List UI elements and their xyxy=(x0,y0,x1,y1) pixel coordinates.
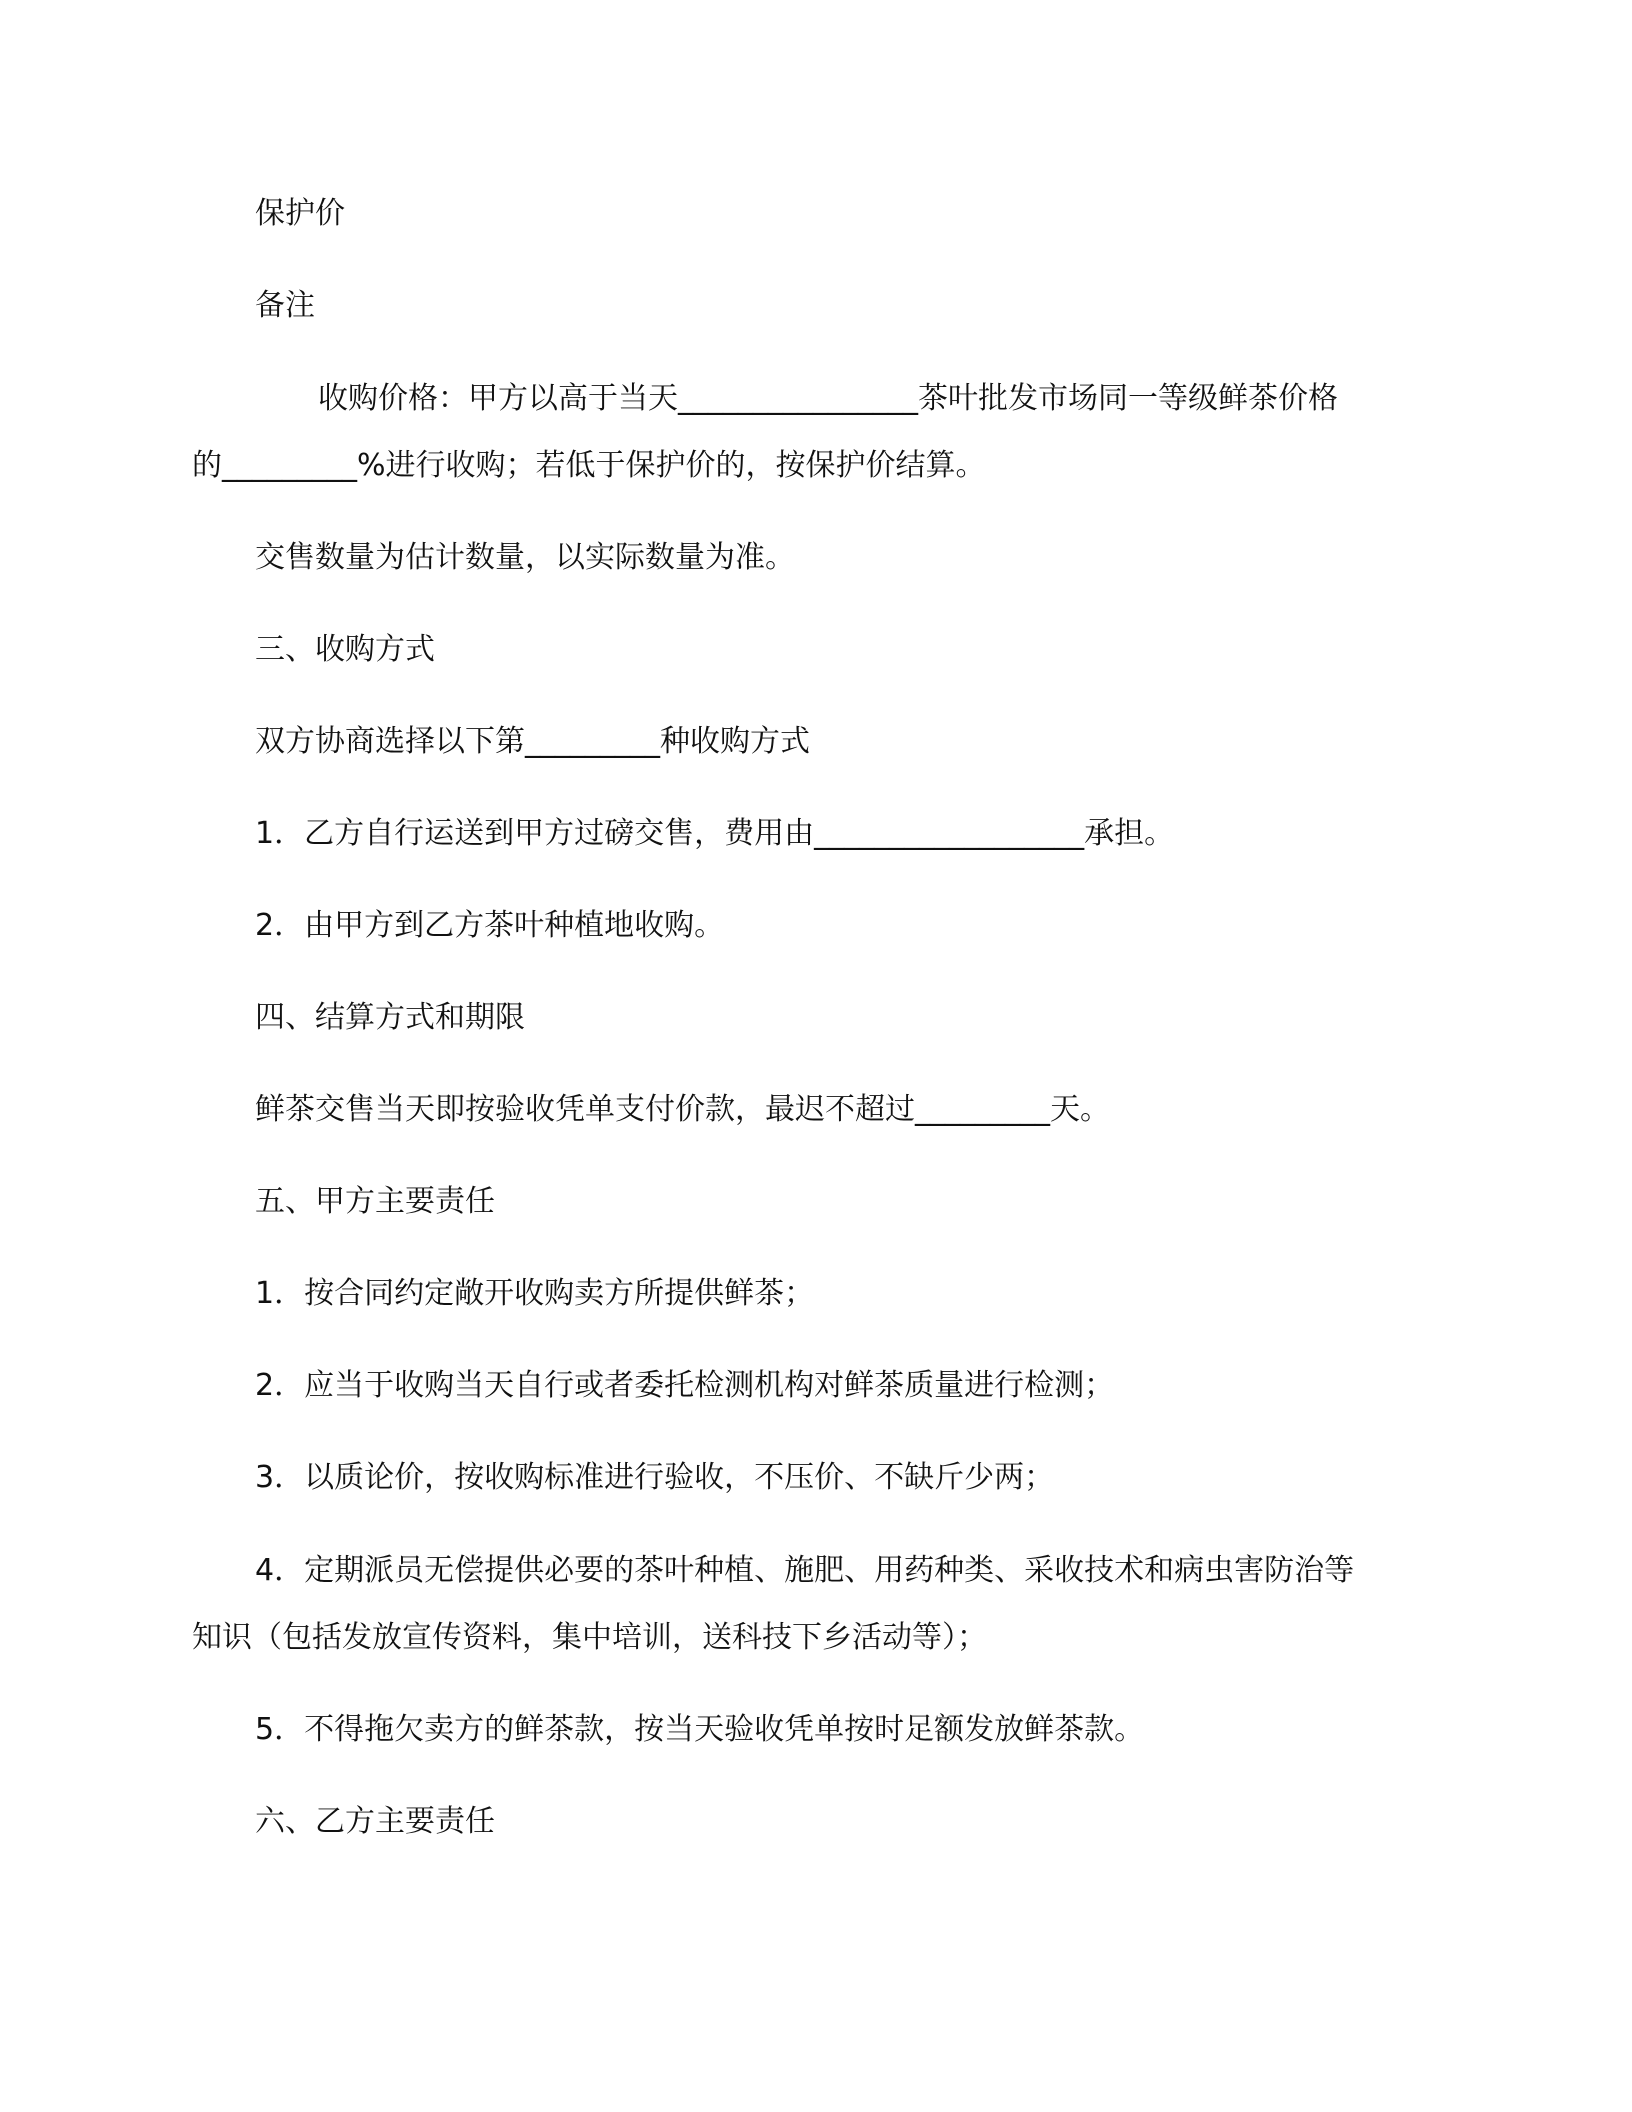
line-party-a-duty-4: 4．定期派员无偿提供必要的茶叶种植、施肥、用药种类、采收技术和病虫害防治等 xyxy=(255,1553,1355,1588)
line-party-a-duty-4-cont: 知识（包括发放宣传资料，集中培训，送科技下乡活动等）； xyxy=(192,1620,987,1655)
line-quantity-note: 交售数量为估计数量，以实际数量为准。 xyxy=(255,540,795,575)
line-protection-price: 保护价 xyxy=(255,196,345,231)
line-party-a-duty-3: 3．以质论价，按收购标准进行验收，不压价、不缺斤少两； xyxy=(255,1460,1055,1495)
line-settlement: 鲜茶交售当天即按验收凭单支付价款，最迟不超过_________天。 xyxy=(255,1092,1110,1127)
line-method-choice: 双方协商选择以下第_________种收购方式 xyxy=(255,724,810,759)
heading-settlement: 四、结算方式和期限 xyxy=(255,1000,525,1035)
line-method-2: 2．由甲方到乙方茶叶种植地收购。 xyxy=(255,908,725,943)
line-purchase-price-cont: 的_________%进行收购；若低于保护价的，按保护价结算。 xyxy=(192,448,986,483)
line-party-a-duty-5: 5．不得拖欠卖方的鲜茶款，按当天验收凭单按时足额发放鲜茶款。 xyxy=(255,1712,1145,1747)
line-purchase-price: 收购价格：甲方以高于当天________________茶叶批发市场同一等级鲜茶价格 xyxy=(318,381,1338,416)
heading-party-b-duties: 六、乙方主要责任 xyxy=(255,1804,495,1839)
line-method-1: 1．乙方自行运送到甲方过磅交售，费用由__________________承担。 xyxy=(255,816,1175,851)
line-remarks: 备注 xyxy=(255,288,315,323)
line-party-a-duty-2: 2．应当于收购当天自行或者委托检测机构对鲜茶质量进行检测； xyxy=(255,1368,1115,1403)
heading-party-a-duties: 五、甲方主要责任 xyxy=(255,1184,495,1219)
heading-purchase-method: 三、收购方式 xyxy=(255,632,435,667)
line-party-a-duty-1: 1．按合同约定敞开收购卖方所提供鲜茶； xyxy=(255,1276,815,1311)
